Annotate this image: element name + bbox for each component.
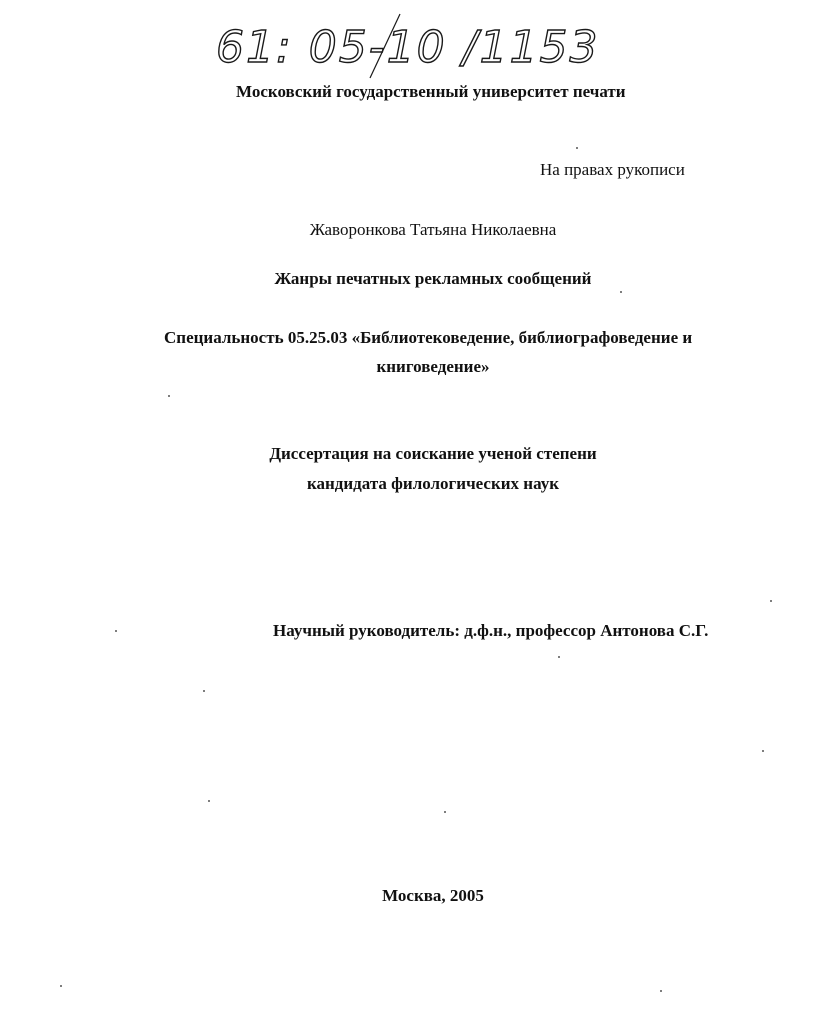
scan-speck xyxy=(770,600,772,602)
scan-speck xyxy=(60,985,62,987)
scan-speck xyxy=(208,800,210,802)
specialty-line-2: книговедение» xyxy=(376,357,490,376)
supervisor: Научный руководитель: д.ф.н., профессор Антонова С.Г. xyxy=(273,621,709,640)
place-and-year: Москва, 2005 xyxy=(382,886,484,905)
scan-speck xyxy=(762,750,764,752)
scan-speck xyxy=(660,990,662,992)
university-name: Московский государственный университет печати xyxy=(236,82,626,101)
scan-speck xyxy=(203,690,205,692)
author-name: Жаворонкова Татьяна Николаевна xyxy=(309,220,557,239)
scan-speck xyxy=(576,147,578,149)
scan-speck xyxy=(620,291,622,293)
dissertation-title: Жанры печатных рекламных сообщений xyxy=(274,269,592,288)
scan-speck xyxy=(115,630,117,632)
rights-note: На правах рукописи xyxy=(540,160,685,179)
scan-speck xyxy=(558,656,560,658)
specialty-line-1: Специальность 05.25.03 «Библиотековедение, библиографоведение и xyxy=(164,328,693,347)
archive-number-text: 61: 05-10 /1153 xyxy=(216,22,600,73)
scan-speck xyxy=(168,395,170,397)
handwritten-archive-number xyxy=(210,10,600,80)
degree-line-1: Диссертация на соискание ученой степени xyxy=(269,444,597,463)
degree-line-2: кандидата филологических наук xyxy=(306,474,560,493)
scan-speck xyxy=(444,811,446,813)
